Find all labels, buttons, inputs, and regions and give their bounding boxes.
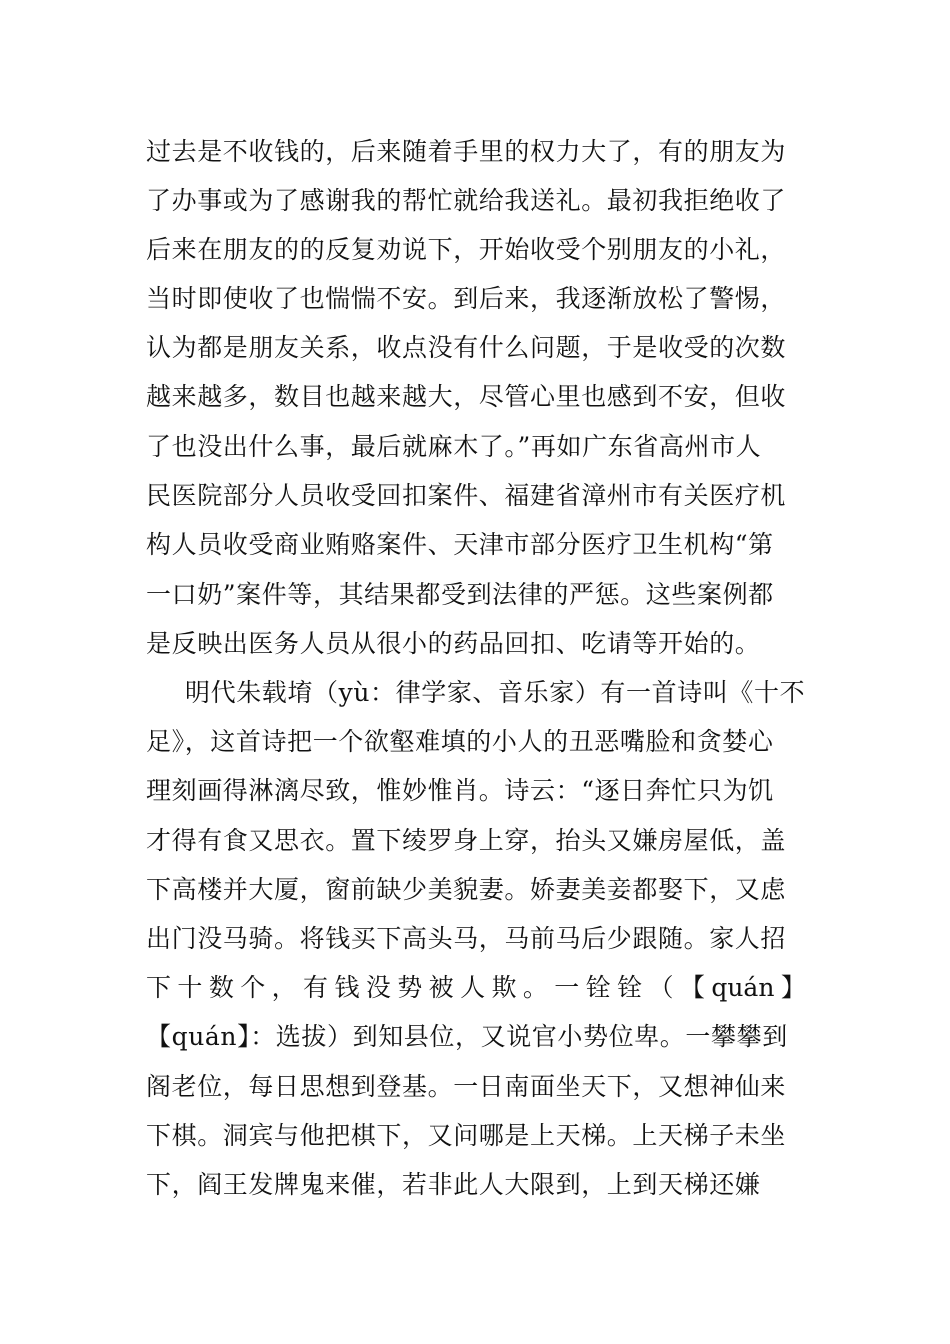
text-line: 下棋。洞宾与他把棋下，又问哪是上天梯。上天梯子未坐 (146, 1121, 787, 1150)
text-glyph: 钱 (334, 973, 360, 1002)
text-line: 过去是不收钱的，后来随着手里的权力大了，有的朋友为 (146, 137, 787, 166)
text-line: 下高楼并大厦，窗前缺少美貌妻。娇妻美妾都娶下，又虑 (146, 875, 787, 904)
text-glyph: 势 (397, 973, 423, 1002)
text-glyph: 欺 (491, 973, 517, 1002)
text-glyph: （ (648, 973, 674, 1002)
text-glyph: 没 (365, 973, 391, 1002)
text-line: 民医院部分人员收受回扣案件、福建省漳州市有关医疗机 (146, 481, 787, 510)
text-line: 阁老位，每日思想到登基。一日南面坐天下，又想神仙来 (146, 1072, 787, 1101)
text-line: 越来越多，数目也越来越大，尽管心里也感到不安，但收 (146, 382, 787, 411)
text-line: 后来在朋友的的反复劝说下，开始收受个别朋友的小礼， (146, 235, 787, 264)
text-glyph: 一 (554, 973, 580, 1002)
text-glyph: 十 (177, 973, 203, 1002)
text-line: 才得有食又思衣。置下绫罗身上穿，抬头又嫌房屋低，盖 (146, 826, 787, 855)
text-glyph: 被 (428, 973, 454, 1002)
text-line: 下，阎王发牌鬼来催，若非此人大限到，上到天梯还嫌 (146, 1170, 761, 1199)
text-glyph: 人 (460, 973, 486, 1002)
text-glyph: 有 (303, 973, 329, 1002)
text-line: 【quán】：选拔）到知县位，又说官小势位卑。一攀攀到 (146, 1022, 788, 1051)
text-line: 了也没出什么事，最后就麻木了。”再如广东省高州市人 (146, 432, 762, 461)
text-line: 了办事或为了感谢我的帮忙就给我送礼。最初我拒绝收了 (146, 186, 787, 215)
text-glyph: 【 (679, 973, 705, 1002)
text-line: 是反映出医务人员从很小的药品回扣、吃请等开始的。 (146, 629, 761, 658)
text-line: 明代朱载堉（yù：律学家、音乐家）有一首诗叫《十不 (185, 678, 806, 707)
text-line: 当时即使收了也惴惴不安。到后来，我逐渐放松了警惕， (146, 284, 787, 313)
text-line: 出门没马骑。将钱买下高头马，马前马后少跟随。家人招 (146, 924, 787, 953)
text-line: 一口奶”案件等，其结果都受到法律的严惩。这些案例都 (146, 580, 774, 609)
text-glyph: 数 (208, 973, 234, 1002)
text-glyph: 。 (522, 973, 548, 1002)
text-glyph: 】 (780, 973, 806, 1002)
text-glyph: ， (271, 973, 297, 1002)
text-glyph: 铨 (585, 973, 611, 1002)
text-glyph: 铨 (617, 973, 643, 1002)
text-line-justified (146, 973, 806, 1003)
text-glyph: quán (711, 973, 775, 1002)
text-glyph: 个 (240, 973, 266, 1002)
text-glyph: 下 (146, 973, 172, 1002)
text-line: 认为都是朋友关系，收点没有什么问题，于是收受的次数 (146, 333, 787, 362)
text-line: 足》，这首诗把一个欲壑难填的小人的丑恶嘴脸和贪婪心 (146, 727, 774, 756)
text-line: 构人员收受商业贿赂案件、天津市部分医疗卫生机构“第 (146, 530, 774, 559)
text-line: 理刻画得淋漓尽致，惟妙惟肖。诗云：“逐日奔忙只为饥 (146, 776, 774, 805)
